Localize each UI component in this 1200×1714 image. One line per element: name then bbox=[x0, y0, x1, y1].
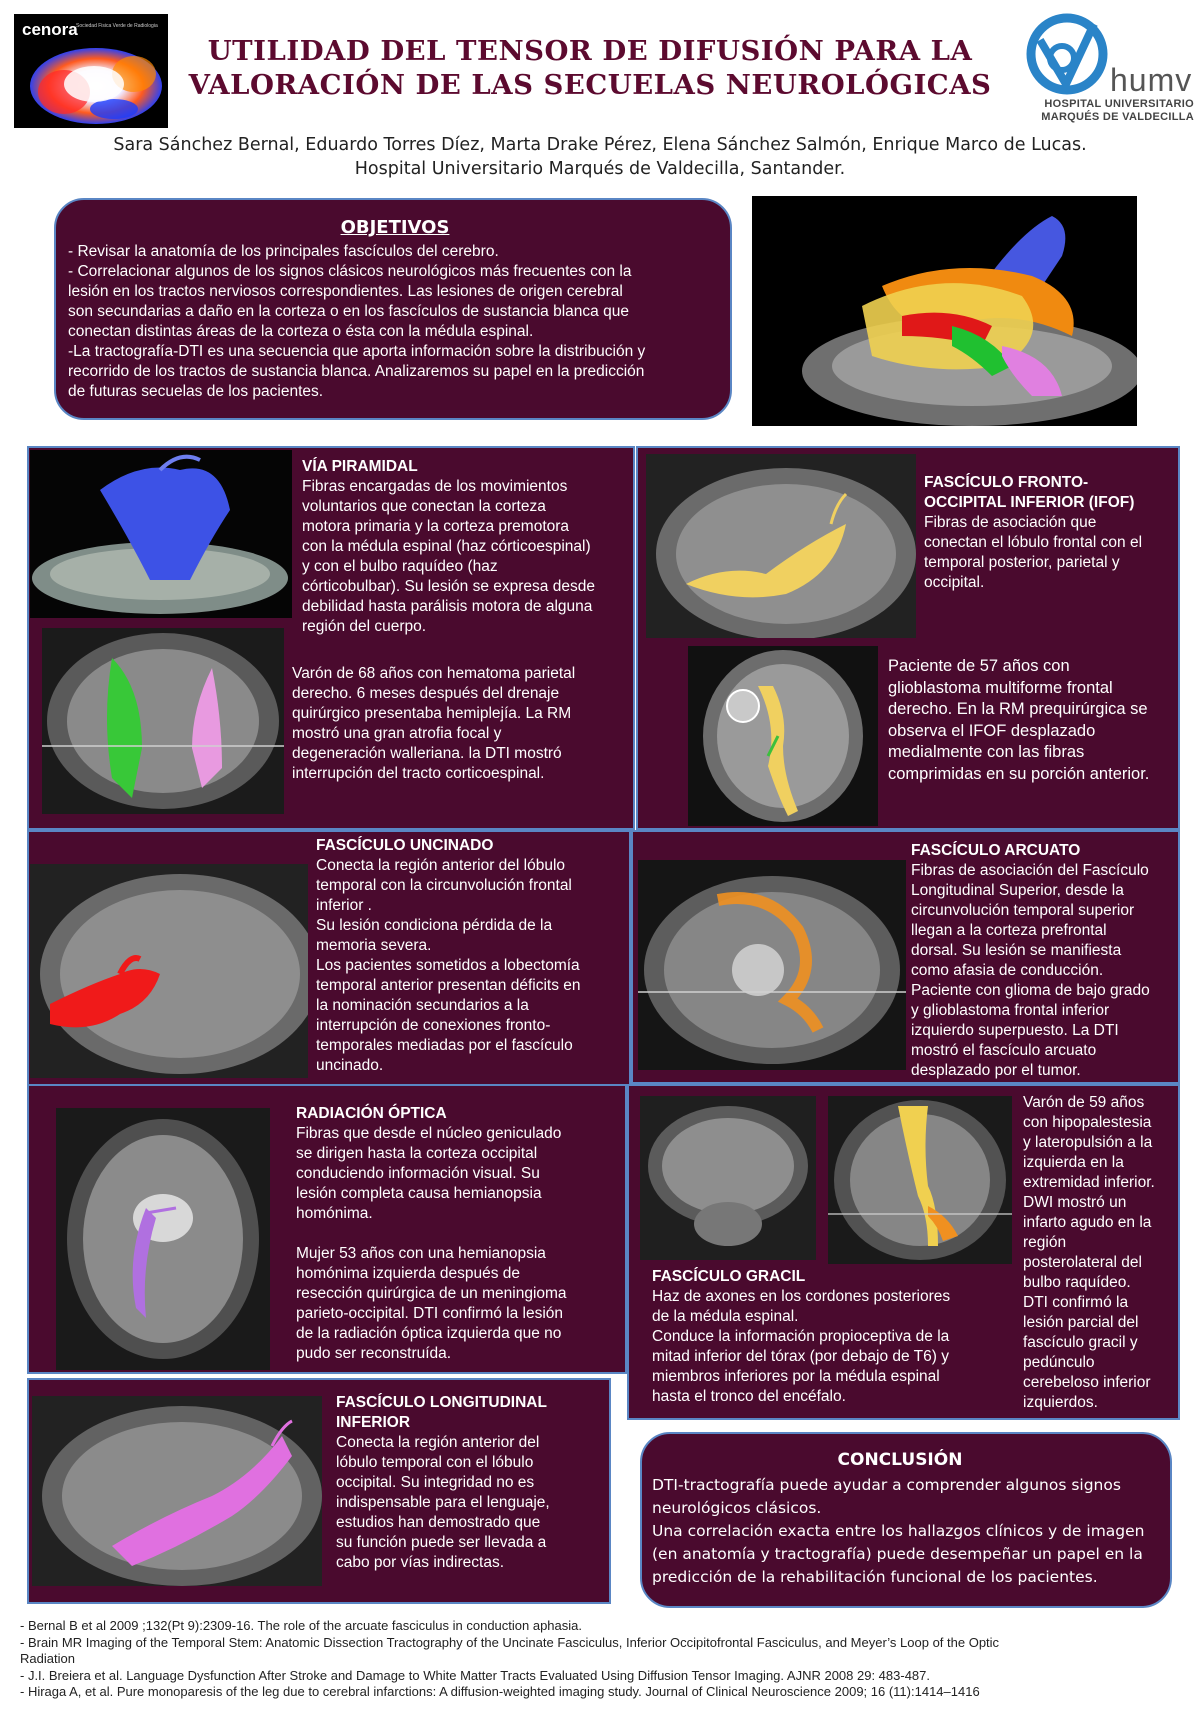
conclusion-text bbox=[652, 1474, 1164, 1589]
authors-block bbox=[40, 133, 1160, 181]
gracil-line: hasta el tronco del encéfalo. bbox=[652, 1388, 846, 1405]
reference-item: - Hiraga A, et al. Pure monoparesis of the leg due to cerebral infarctions: A diffusion-weighted imaging study. Journal of Clinical Neuroscience 2009; 16 (11):1414–1416 bbox=[20, 1684, 980, 1699]
arcuato-line: y glioblastoma frontal inferior bbox=[911, 1002, 1110, 1019]
uncinado-line: temporal con la circunvolución frontal bbox=[316, 877, 572, 894]
gracil-case-line: bulbo raquídeo. bbox=[1023, 1274, 1131, 1291]
gracil-case-line: DTI confirmó la bbox=[1023, 1294, 1129, 1311]
conclusion-line: (en anatomía y tractografía) puede desempeñar un papel en la bbox=[652, 1545, 1143, 1563]
uncinado-line: memoria severa. bbox=[316, 937, 432, 954]
ifof-line: conectan el lóbulo frontal con el bbox=[924, 534, 1143, 551]
uncinado-text bbox=[316, 836, 626, 1076]
via-piramidal-case-line: interrupción del tracto corticoespinal. bbox=[292, 765, 545, 782]
arcuato-line: Longitudinal Superior, desde la bbox=[911, 882, 1124, 899]
objetivos-line: - Correlacionar algunos de los signos clásicos neurológicos más frecuentes con la bbox=[68, 263, 632, 280]
uncinado-line: temporales mediadas por el fascículo bbox=[316, 1037, 573, 1054]
via-piramidal-line: motora primaria y la corteza premotora bbox=[302, 518, 570, 535]
via-piramidal-case-image bbox=[42, 628, 284, 814]
objetivos-line: recorrido de los tractos de sustancia blanca. Analizaremos su papel en la predicción bbox=[68, 363, 645, 380]
reference-item: Radiation bbox=[20, 1651, 75, 1666]
objetivos-line: -La tractografía-DTI es una secuencia que aporta información sobre la distribución y bbox=[68, 343, 646, 360]
gracil-tractography-image bbox=[828, 1096, 1012, 1264]
uncinado-line: la nominación secundarios a la bbox=[316, 997, 529, 1014]
reference-item: - J.I. Breiera et al. Language Dysfunction After Stroke and Damage to White Matter Tracts Evaluated Using Diffusion Tensor Imaging. AJNR 2008 29: 483-487. bbox=[20, 1667, 931, 1683]
ifof-heading: FASCÍCULO FRONTO- bbox=[924, 474, 1089, 491]
gracil-dwi-image bbox=[640, 1096, 816, 1260]
objetivos-line: - Revisar la anatomía de los principales fascículos del cerebro. bbox=[68, 243, 499, 260]
humv-logo-line-2: MARQUÉS DE VALDECILLA bbox=[1041, 111, 1194, 123]
cenora-logo bbox=[14, 14, 168, 128]
gracil-case-line: fascículo gracil y bbox=[1023, 1334, 1138, 1351]
ifof-case-line: glioblastoma multiforme frontal bbox=[888, 678, 1113, 697]
gracil-case-line: infarto agudo en la bbox=[1023, 1214, 1152, 1231]
arcuato-line: dorsal. Su lesión se manifiesta bbox=[911, 942, 1122, 959]
radiacion-optica-line: homónima. bbox=[296, 1205, 373, 1222]
ifof-case-line: observa el IFOF desplazado bbox=[888, 721, 1096, 740]
longitudinal-inferior-line: Conecta la región anterior del bbox=[336, 1434, 540, 1451]
uncinado-line: Conecta la región anterior del lóbulo bbox=[316, 857, 566, 874]
gracil-case-line: pedúnculo bbox=[1023, 1354, 1095, 1371]
objetivos-text bbox=[68, 242, 718, 402]
conclusion-line: neurológicos clásicos. bbox=[652, 1499, 822, 1517]
ifof-line: temporal posterior, parietal y bbox=[924, 554, 1120, 571]
via-piramidal-line: Fibras encargadas de los movimientos bbox=[302, 478, 568, 495]
radiacion-optica-line: lesión completa causa hemianopsia bbox=[296, 1185, 542, 1202]
arcuato-line: circunvolución temporal superior bbox=[911, 902, 1135, 919]
radiacion-optica-line: pudo ser reconstruída. bbox=[296, 1345, 452, 1362]
gracil-case-line: Varón de 59 años bbox=[1023, 1094, 1145, 1111]
gracil-case-line: región bbox=[1023, 1234, 1067, 1251]
via-piramidal-heading: VÍA PIRAMIDAL bbox=[302, 458, 418, 475]
arcuato-line: izquierdo superpuesto. La DTI bbox=[911, 1022, 1119, 1039]
conclusion-line: Una correlación exacta entre los hallazgos clínicos y de imagen bbox=[652, 1522, 1145, 1540]
via-piramidal-line: región del cuerpo. bbox=[302, 618, 427, 635]
humv-logo-name: humv bbox=[1110, 62, 1193, 98]
longitudinal-inferior-line: occipital. Su integridad no es bbox=[336, 1474, 535, 1491]
ifof-text bbox=[924, 473, 1174, 593]
gracil-line: miembros inferiores por la médula espinal bbox=[652, 1368, 940, 1385]
institution: Hospital Universitario Marqués de Valdecilla, Santander. bbox=[354, 159, 846, 179]
gracil-line: de la médula espinal. bbox=[652, 1308, 799, 1325]
humv-logo-graphic bbox=[1022, 10, 1112, 100]
reference-item: - Bernal B et al 2009 ;132(Pt 9):2309-16. The role of the arcuate fasciculus in conduction aphasia. bbox=[20, 1618, 582, 1633]
conclusion-line: predicción de la rehabilitación funcional de los pacientes. bbox=[652, 1568, 1098, 1586]
uncinado-line: interrupción de conexiones fronto- bbox=[316, 1017, 551, 1034]
title-line-1: UTILIDAD DEL TENSOR DE DIFUSIÓN PARA LA bbox=[207, 35, 973, 67]
radiacion-optica-heading: RADIACIÓN ÓPTICA bbox=[296, 1105, 447, 1122]
conclusion-title: CONCLUSIÓN bbox=[837, 1450, 963, 1470]
gracil-line: Conduce la información propioceptiva de la bbox=[652, 1328, 950, 1345]
via-piramidal-case-line: mostró una gran atrofia focal y bbox=[292, 725, 502, 742]
arcuato-image bbox=[638, 860, 906, 1070]
gracil-case-line: izquierda en la bbox=[1023, 1154, 1124, 1171]
uncinado-image bbox=[30, 864, 308, 1078]
via-piramidal-case-line: derecho. 6 meses después del drenaje bbox=[292, 685, 560, 702]
radiacion-optica-line: conduciendo información visual. Su bbox=[296, 1165, 540, 1182]
arcuato-line: Paciente con glioma de bajo grado bbox=[911, 982, 1150, 999]
hero-tractography-image bbox=[752, 196, 1137, 426]
radiacion-optica-line: se dirigen hasta la corteza occipital bbox=[296, 1145, 538, 1162]
radiacion-optica-line: homónima izquierda después de bbox=[296, 1265, 521, 1282]
references bbox=[20, 1618, 1180, 1701]
arcuato-heading: FASCÍCULO ARCUATO bbox=[911, 842, 1081, 859]
gracil-case-line: izquierdos. bbox=[1023, 1394, 1098, 1411]
via-piramidal-case-line: quirúrgico presentaba hemiplejía. La RM bbox=[292, 705, 572, 722]
via-piramidal-line: con la médula espinal (haz córticoespinal) bbox=[302, 538, 591, 555]
objetivos-line: de futuras secuelas de los pacientes. bbox=[68, 383, 324, 400]
uncinado-line: Su lesión condiciona pérdida de la bbox=[316, 917, 553, 934]
via-piramidal-line: y con el bulbo raquídeo (haz bbox=[302, 558, 498, 575]
title-line-2: VALORACIÓN DE LAS SECUELAS NEUROLÓGICAS bbox=[188, 69, 992, 101]
gracil-case-line: extremidad inferior. bbox=[1023, 1174, 1155, 1191]
arcuato-line: Fibras de asociación del Fascículo bbox=[911, 862, 1149, 879]
gracil-case-line: posterolateral del bbox=[1023, 1254, 1142, 1271]
radiacion-optica-line: resección quirúrgica de un meningioma bbox=[296, 1285, 567, 1302]
objetivos-title: OBJETIVOS bbox=[340, 217, 450, 238]
humv-logo-line-1: HOSPITAL UNIVERSITARIO bbox=[1044, 98, 1194, 110]
gracil-case-text bbox=[1023, 1093, 1178, 1413]
gracil-case-line: con hipopalestesia bbox=[1023, 1114, 1152, 1131]
ifof-case-line: derecho. En la RM prequirúrgica se bbox=[888, 700, 1148, 718]
ifof-line: occipital. bbox=[924, 574, 985, 591]
uncinado-line: inferior . bbox=[316, 897, 372, 914]
cenora-logo-subtitle: Sociedad Fisica Verde de Radiologia bbox=[76, 23, 158, 29]
via-piramidal-line: voluntarios que conectan la corteza bbox=[302, 498, 546, 515]
gracil-line: mitad inferior del tórax (por debajo de T6) y bbox=[652, 1348, 949, 1365]
poster-title bbox=[180, 34, 1000, 102]
ifof-line: Fibras de asociación que bbox=[924, 514, 1097, 531]
arcuato-text bbox=[911, 841, 1181, 1081]
longitudinal-inferior-line: estudios han demostrado que bbox=[336, 1514, 541, 1531]
ifof-case-line: comprimidas en su porción anterior. bbox=[888, 764, 1150, 783]
radiacion-optica-line bbox=[296, 1224, 616, 1244]
via-piramidal-3d-image bbox=[30, 450, 292, 618]
uncinado-line: Los pacientes sometidos a lobectomía bbox=[316, 957, 580, 974]
ifof-sagittal-image bbox=[646, 454, 916, 638]
ifof-heading: OCCIPITAL INFERIOR (IFOF) bbox=[924, 494, 1135, 511]
objetivos-line: son secundarias a daño en la corteza o en los fascículos de sustancia blanca que bbox=[68, 303, 629, 320]
gracil-heading: FASCÍCULO GRACIL bbox=[652, 1268, 806, 1285]
longitudinal-inferior-line: indispensable para el lenguaje, bbox=[336, 1494, 550, 1511]
radiacion-optica-line: de la radiación óptica izquierda que no bbox=[296, 1325, 562, 1342]
via-piramidal-case-line: Varón de 68 años con hematoma parietal bbox=[292, 665, 576, 682]
uncinado-line: uncinado. bbox=[316, 1057, 384, 1074]
via-piramidal-line: debilidad hasta parálisis motora de alguna bbox=[302, 598, 593, 615]
objetivos-line: lesión en los tractos nerviosos correspondientes. Las lesiones de origen cerebral bbox=[68, 283, 623, 300]
via-piramidal-line: córticobulbar). Su lesión se expresa desde bbox=[302, 578, 595, 595]
gracil-case-line: lesión parcial del bbox=[1023, 1314, 1139, 1331]
arcuato-line: mostró el fascículo arcuato bbox=[911, 1042, 1097, 1059]
arcuato-line: desplazado por el tumor. bbox=[911, 1062, 1081, 1079]
cenora-logo-name: cenora bbox=[22, 20, 78, 39]
longitudinal-inferior-heading: INFERIOR bbox=[336, 1414, 411, 1431]
radiacion-optica-image bbox=[56, 1108, 270, 1370]
gracil-text bbox=[652, 1267, 1002, 1407]
radiacion-optica-line: Mujer 53 años con una hemianopsia bbox=[296, 1245, 546, 1262]
longitudinal-inferior-line: lóbulo temporal con el lóbulo bbox=[336, 1454, 534, 1471]
arcuato-line: como afasia de conducción. bbox=[911, 962, 1104, 979]
objetivos-line: conectan distintas áreas de la corteza o ésta con la médula espinal. bbox=[68, 323, 534, 340]
via-piramidal-case-line: degeneración walleriana. la DTI mostró bbox=[292, 745, 562, 762]
reference-item: - Brain MR Imaging of the Temporal Stem: Anatomic Dissection Tractography of the Uncinate Fasciculus, Inferior Occipitofrontal Fasciculus, and Meyer’s Loop of the Optic bbox=[20, 1634, 1000, 1650]
longitudinal-inferior-line: su función puede ser llevada a bbox=[336, 1534, 547, 1551]
via-piramidal-case-text bbox=[292, 664, 622, 784]
uncinado-line: temporal anterior presentan déficits en bbox=[316, 977, 581, 994]
longitudinal-inferior-line: cabo por vías indirectas. bbox=[336, 1554, 505, 1571]
ifof-axial-image bbox=[688, 646, 878, 826]
ifof-case-line: medialmente con las fibras bbox=[888, 743, 1085, 761]
conclusion-line: DTI-tractografía puede ayudar a comprender algunos signos bbox=[652, 1476, 1121, 1494]
uncinado-heading: FASCÍCULO UNCINADO bbox=[316, 837, 494, 854]
humv-logo bbox=[1020, 10, 1194, 123]
radiacion-optica-line: Fibras que desde el núcleo geniculado bbox=[296, 1125, 562, 1142]
ifof-case-line: Paciente de 57 años con bbox=[888, 657, 1070, 675]
via-piramidal-text bbox=[302, 457, 632, 637]
gracil-line: Haz de axones en los cordones posteriores bbox=[652, 1288, 951, 1305]
longitudinal-inferior-image bbox=[32, 1396, 322, 1586]
gracil-case-line: DWI mostró un bbox=[1023, 1194, 1127, 1211]
gracil-case-line: y lateropulsión a la bbox=[1023, 1134, 1153, 1151]
arcuato-line: llegan a la corteza prefrontal bbox=[911, 922, 1107, 939]
longitudinal-inferior-heading: FASCÍCULO LONGITUDINAL bbox=[336, 1394, 547, 1411]
authors: Sara Sánchez Bernal, Eduardo Torres Díez, Marta Drake Pérez, Elena Sánchez Salmón, Enrique Marco de Lucas. bbox=[113, 135, 1087, 155]
longitudinal-inferior-text bbox=[336, 1393, 606, 1573]
ifof-case-text bbox=[888, 656, 1178, 785]
radiacion-optica-line: parieto-occipital. DTI confirmó la lesión bbox=[296, 1305, 564, 1322]
radiacion-optica-text bbox=[296, 1104, 616, 1364]
gracil-case-line: cerebeloso inferior bbox=[1023, 1374, 1151, 1391]
